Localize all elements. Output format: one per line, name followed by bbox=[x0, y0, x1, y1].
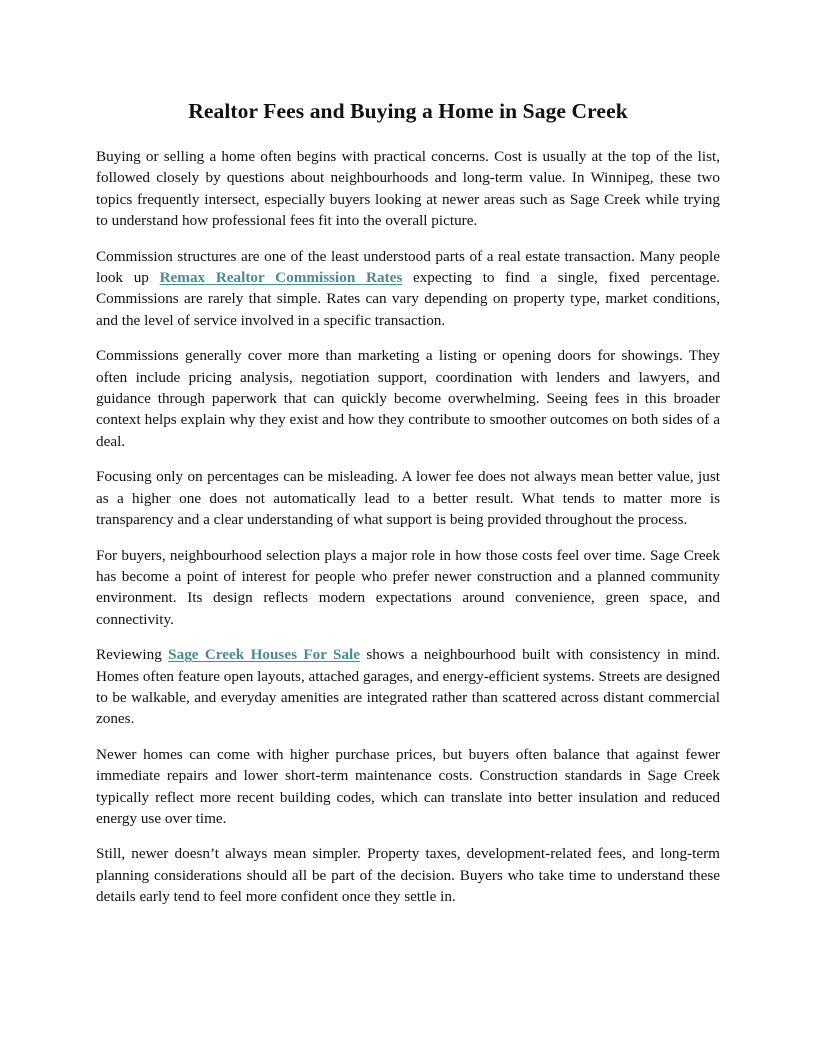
paragraph-commission-structures bbox=[96, 246, 720, 332]
paragraph-neighbourhood-selection: For buyers, neighbourhood selection plays a major role in how those costs feel over time. Sage Creek has become a point of interest for people who prefer newer construction and a planned community environment. Its design reflects modern expectations around convenience, green space, and connectivity. bbox=[96, 546, 720, 628]
sage-creek-houses-link[interactable]: Sage Creek Houses For Sale bbox=[168, 646, 361, 664]
paragraph-text: shows a neighbourhood built with consistency in mind. Homes often feature open layouts, attached garages, and energy-efficient systems. Streets are designed to be walkable, and everyday amenities are integrated rather than scattered across distant commercial zones. bbox=[96, 646, 721, 728]
remax-commission-rates-link[interactable]: Remax Realtor Commission Rates bbox=[159, 269, 403, 287]
paragraph-intro: Buying or selling a home often begins with practical concerns. Cost is usually at the top of the list, followed closely by questions about neighbourhoods and long-term value. In Winnipeg, these two topics frequently intersect, especially buyers looking at newer areas such as Sage Creek while trying to understand how professional fees fit into the overall picture. bbox=[96, 148, 720, 230]
document-title: Realtor Fees and Buying a Home in Sage Creek bbox=[188, 99, 628, 123]
paragraph-text: Reviewing bbox=[96, 646, 169, 664]
paragraph-commission-coverage: Commissions generally cover more than marketing a listing or opening doors for showings. They often include pricing analysis, negotiation support, coordination with lenders and lawyers, and guidance through paperwork that can quickly become overwhelming. Seeing fees in this broader context helps explain why they exist and how they contribute to smoother outcomes on both sides of a deal. bbox=[96, 347, 720, 450]
paragraph-percentages: Focusing only on percentages can be misleading. A lower fee does not always mean better value, just as a higher one does not automatically lead to a better result. What tends to matter more is transparency and a clear understanding of what support is being provided throughout the process. bbox=[96, 468, 720, 529]
paragraph-sage-creek-houses bbox=[96, 644, 720, 730]
paragraph-conclusion: Still, newer doesn’t always mean simpler. Property taxes, development-related fees, and long-term planning considerations should all be part of the decision. Buyers who take time to understand these details early tend to feel more confident once they settle in. bbox=[96, 845, 720, 906]
paragraph-text: expecting to find a single, fixed percentage. Commissions are rarely that simple. Rates can vary depending on property type, market conditions, and the level of service involved in a specific transaction. bbox=[96, 269, 720, 329]
paragraph-text: Commission structures are one of the least understood parts of a real estate transaction. Many people look up bbox=[96, 247, 720, 287]
paragraph-newer-homes: Newer homes can come with higher purchase prices, but buyers often balance that against fewer immediate repairs and lower short-term maintenance costs. Construction standards in Sage Creek typically reflect more recent building codes, which can translate into better insulation and reduced energy use over time. bbox=[96, 745, 720, 827]
document-body bbox=[96, 146, 720, 922]
